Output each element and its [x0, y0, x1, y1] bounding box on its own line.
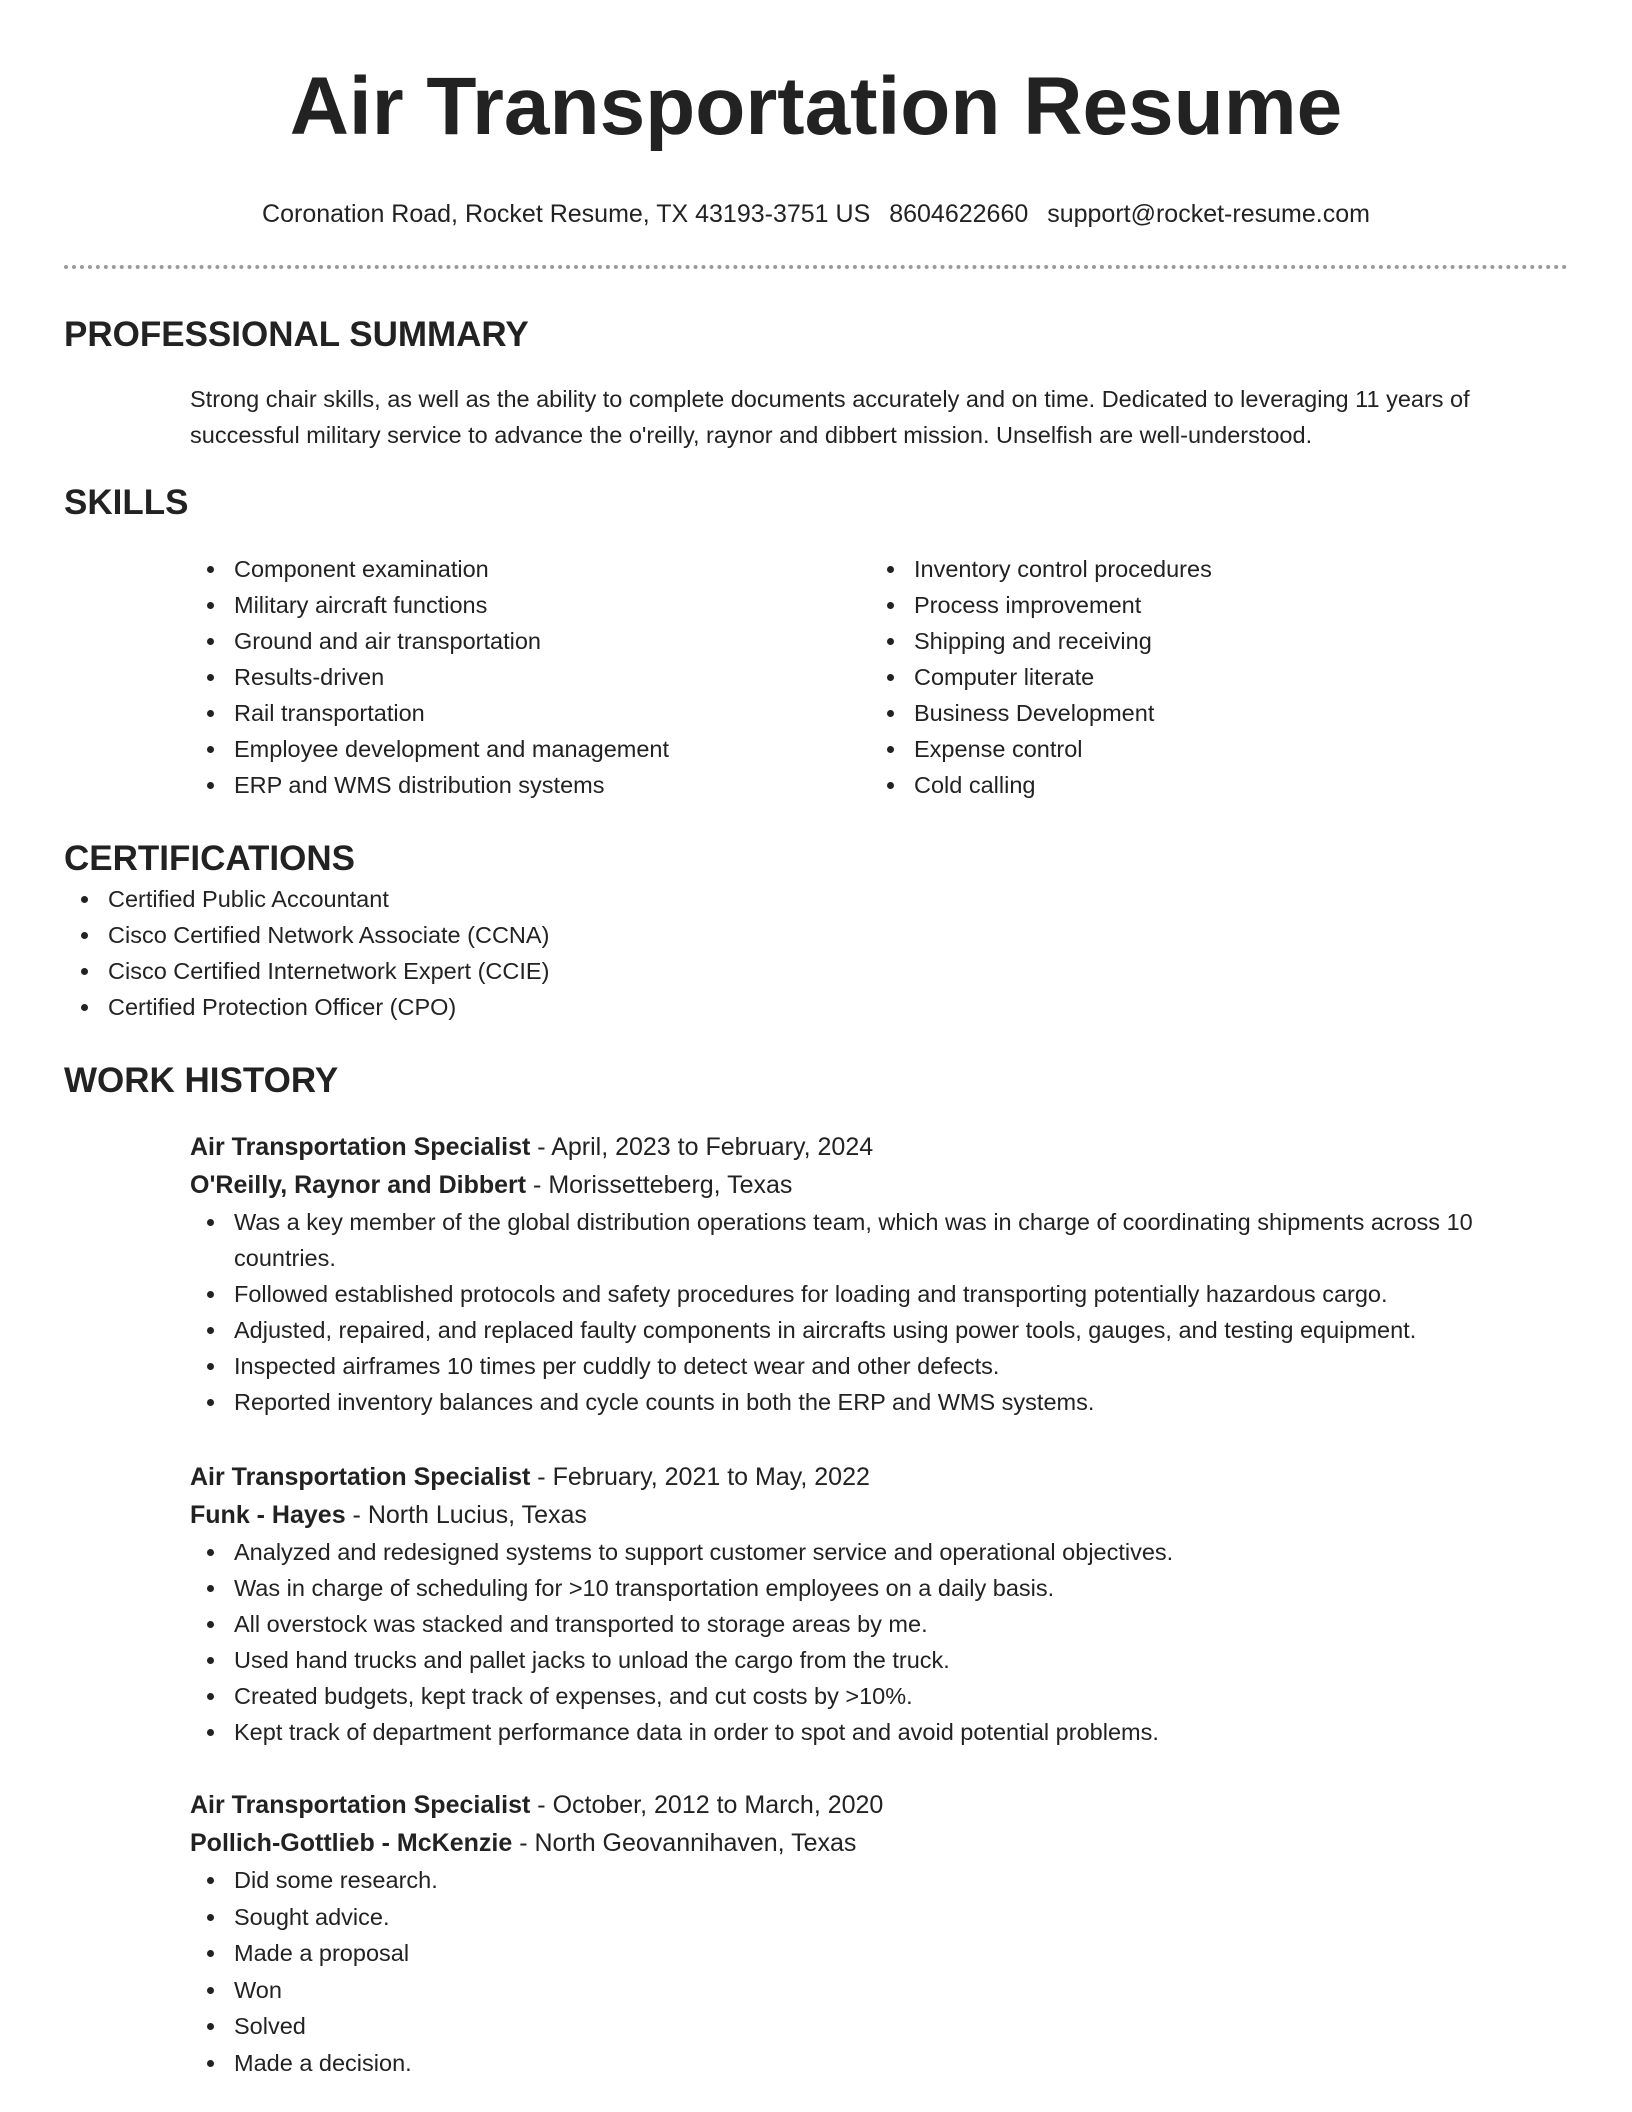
header-divider: [64, 265, 1568, 269]
skill-item: Shipping and receiving: [870, 623, 1550, 659]
job-company-line: [190, 1824, 1568, 1862]
job-bullet: Made a proposal: [190, 1935, 1568, 1972]
job-bullets: [190, 1862, 1568, 2081]
job-title-line: [190, 1458, 1568, 1496]
work-history-section: [64, 1059, 1568, 2081]
job-entry: [190, 1786, 1568, 2081]
job-bullet: Followed established protocols and safety procedures for loading and transporting potentially hazardous cargo.: [190, 1276, 1568, 1312]
job-dates: - April, 2023 to February, 2024: [530, 1133, 874, 1161]
summary-section: [64, 313, 1568, 453]
skill-item: Results-driven: [190, 659, 870, 695]
job-location: - North Geovannihaven, Texas: [512, 1829, 857, 1857]
job-bullet: Created budgets, kept track of expenses, and cut costs by >10%.: [190, 1678, 1568, 1714]
skill-item: Process improvement: [870, 587, 1550, 623]
job-location: - North Lucius, Texas: [345, 1501, 587, 1529]
skill-item: Rail transportation: [190, 695, 870, 731]
job-company: Funk - Hayes: [190, 1501, 346, 1529]
skill-item: Computer literate: [870, 659, 1550, 695]
contact-address: Coronation Road, Rocket Resume, TX 43193-3751 US: [262, 200, 871, 228]
certification-item: Certified Public Accountant: [64, 881, 1568, 917]
job-bullet: Solved: [190, 2008, 1568, 2045]
job-company: O'Reilly, Raynor and Dibbert: [190, 1171, 527, 1199]
skills-grid: [190, 551, 1568, 803]
skills-list-right: [870, 551, 1550, 803]
job-bullet: Sought advice.: [190, 1899, 1568, 1936]
contact-line: [64, 198, 1568, 230]
job-bullet: Was in charge of scheduling for >10 transportation employees on a daily basis.: [190, 1570, 1568, 1606]
job-bullet: Inspected airframes 10 times per cuddly to detect wear and other defects.: [190, 1348, 1568, 1384]
skill-item: Employee development and management: [190, 731, 870, 767]
certifications-heading: CERTIFICATIONS: [64, 839, 356, 878]
job-bullet: Adjusted, repaired, and replaced faulty components in aircrafts using power tools, gauges, and testing equipment.: [190, 1312, 1568, 1348]
job-title-line: [190, 1786, 1568, 1824]
skills-heading: SKILLS: [64, 483, 189, 522]
job-bullets: [190, 1204, 1568, 1420]
certification-item: Cisco Certified Internetwork Expert (CCIE): [64, 953, 1568, 989]
skill-item: Cold calling: [870, 767, 1550, 803]
skill-item: Inventory control procedures: [870, 551, 1550, 587]
certifications-section: [64, 837, 1568, 1025]
resume-title: Air Transportation Resume: [289, 61, 1343, 152]
job-location: - Morissetteberg, Texas: [526, 1171, 793, 1199]
contact-email: support@rocket-resume.com: [1047, 200, 1370, 228]
work-history-heading: WORK HISTORY: [64, 1061, 339, 1100]
job-title-line: [190, 1128, 1568, 1166]
job-bullet: All overstock was stacked and transported to storage areas by me.: [190, 1606, 1568, 1642]
summary-text: Strong chair skills, as well as the ability to complete documents accurately and on time. Dedicated to leveraging 11 years of successful military service to advance the o'reilly, raynor and dibbert mission. Unselfish are well-understood.: [190, 386, 1470, 448]
job-company: Pollich-Gottlieb - McKenzie: [190, 1829, 513, 1857]
job-bullet: Made a decision.: [190, 2045, 1568, 2082]
job-bullet: Analyzed and redesigned systems to support customer service and operational objectives.: [190, 1534, 1568, 1570]
skill-item: Business Development: [870, 695, 1550, 731]
job-bullet: Kept track of department performance data in order to spot and avoid potential problems.: [190, 1714, 1568, 1750]
job-bullet: Reported inventory balances and cycle counts in both the ERP and WMS systems.: [190, 1384, 1568, 1420]
job-title: Air Transportation Specialist: [190, 1133, 531, 1161]
contact-phone: 8604622660: [889, 200, 1029, 228]
skill-item: Ground and air transportation: [190, 623, 870, 659]
job-title: Air Transportation Specialist: [190, 1791, 531, 1819]
job-bullet: Used hand trucks and pallet jacks to unload the cargo from the truck.: [190, 1642, 1568, 1678]
certification-item: Cisco Certified Network Associate (CCNA): [64, 917, 1568, 953]
skill-item: Military aircraft functions: [190, 587, 870, 623]
job-dates: - February, 2021 to May, 2022: [530, 1463, 870, 1491]
job-bullets: [190, 1534, 1568, 1750]
job-title: Air Transportation Specialist: [190, 1463, 531, 1491]
job-company-line: [190, 1166, 1568, 1204]
certification-item: Certified Protection Officer (CPO): [64, 989, 1568, 1025]
skills-section: [64, 481, 1568, 803]
skills-column-left: [190, 551, 870, 803]
job-dates: - October, 2012 to March, 2020: [530, 1791, 884, 1819]
skills-column-right: [870, 551, 1550, 803]
certifications-list: [64, 881, 1568, 1025]
job-company-line: [190, 1496, 1568, 1534]
job-bullet: Was a key member of the global distribution operations team, which was in charge of coordinating shipments across 10 countries.: [190, 1204, 1568, 1276]
summary-heading: PROFESSIONAL SUMMARY: [64, 315, 529, 354]
skill-item: Expense control: [870, 731, 1550, 767]
skill-item: ERP and WMS distribution systems: [190, 767, 870, 803]
job-entry: [190, 1128, 1568, 1420]
job-bullet: Did some research.: [190, 1862, 1568, 1899]
skill-item: Component examination: [190, 551, 870, 587]
skills-list-left: [190, 551, 870, 803]
job-bullet: Won: [190, 1972, 1568, 2009]
job-entry: [190, 1458, 1568, 1750]
